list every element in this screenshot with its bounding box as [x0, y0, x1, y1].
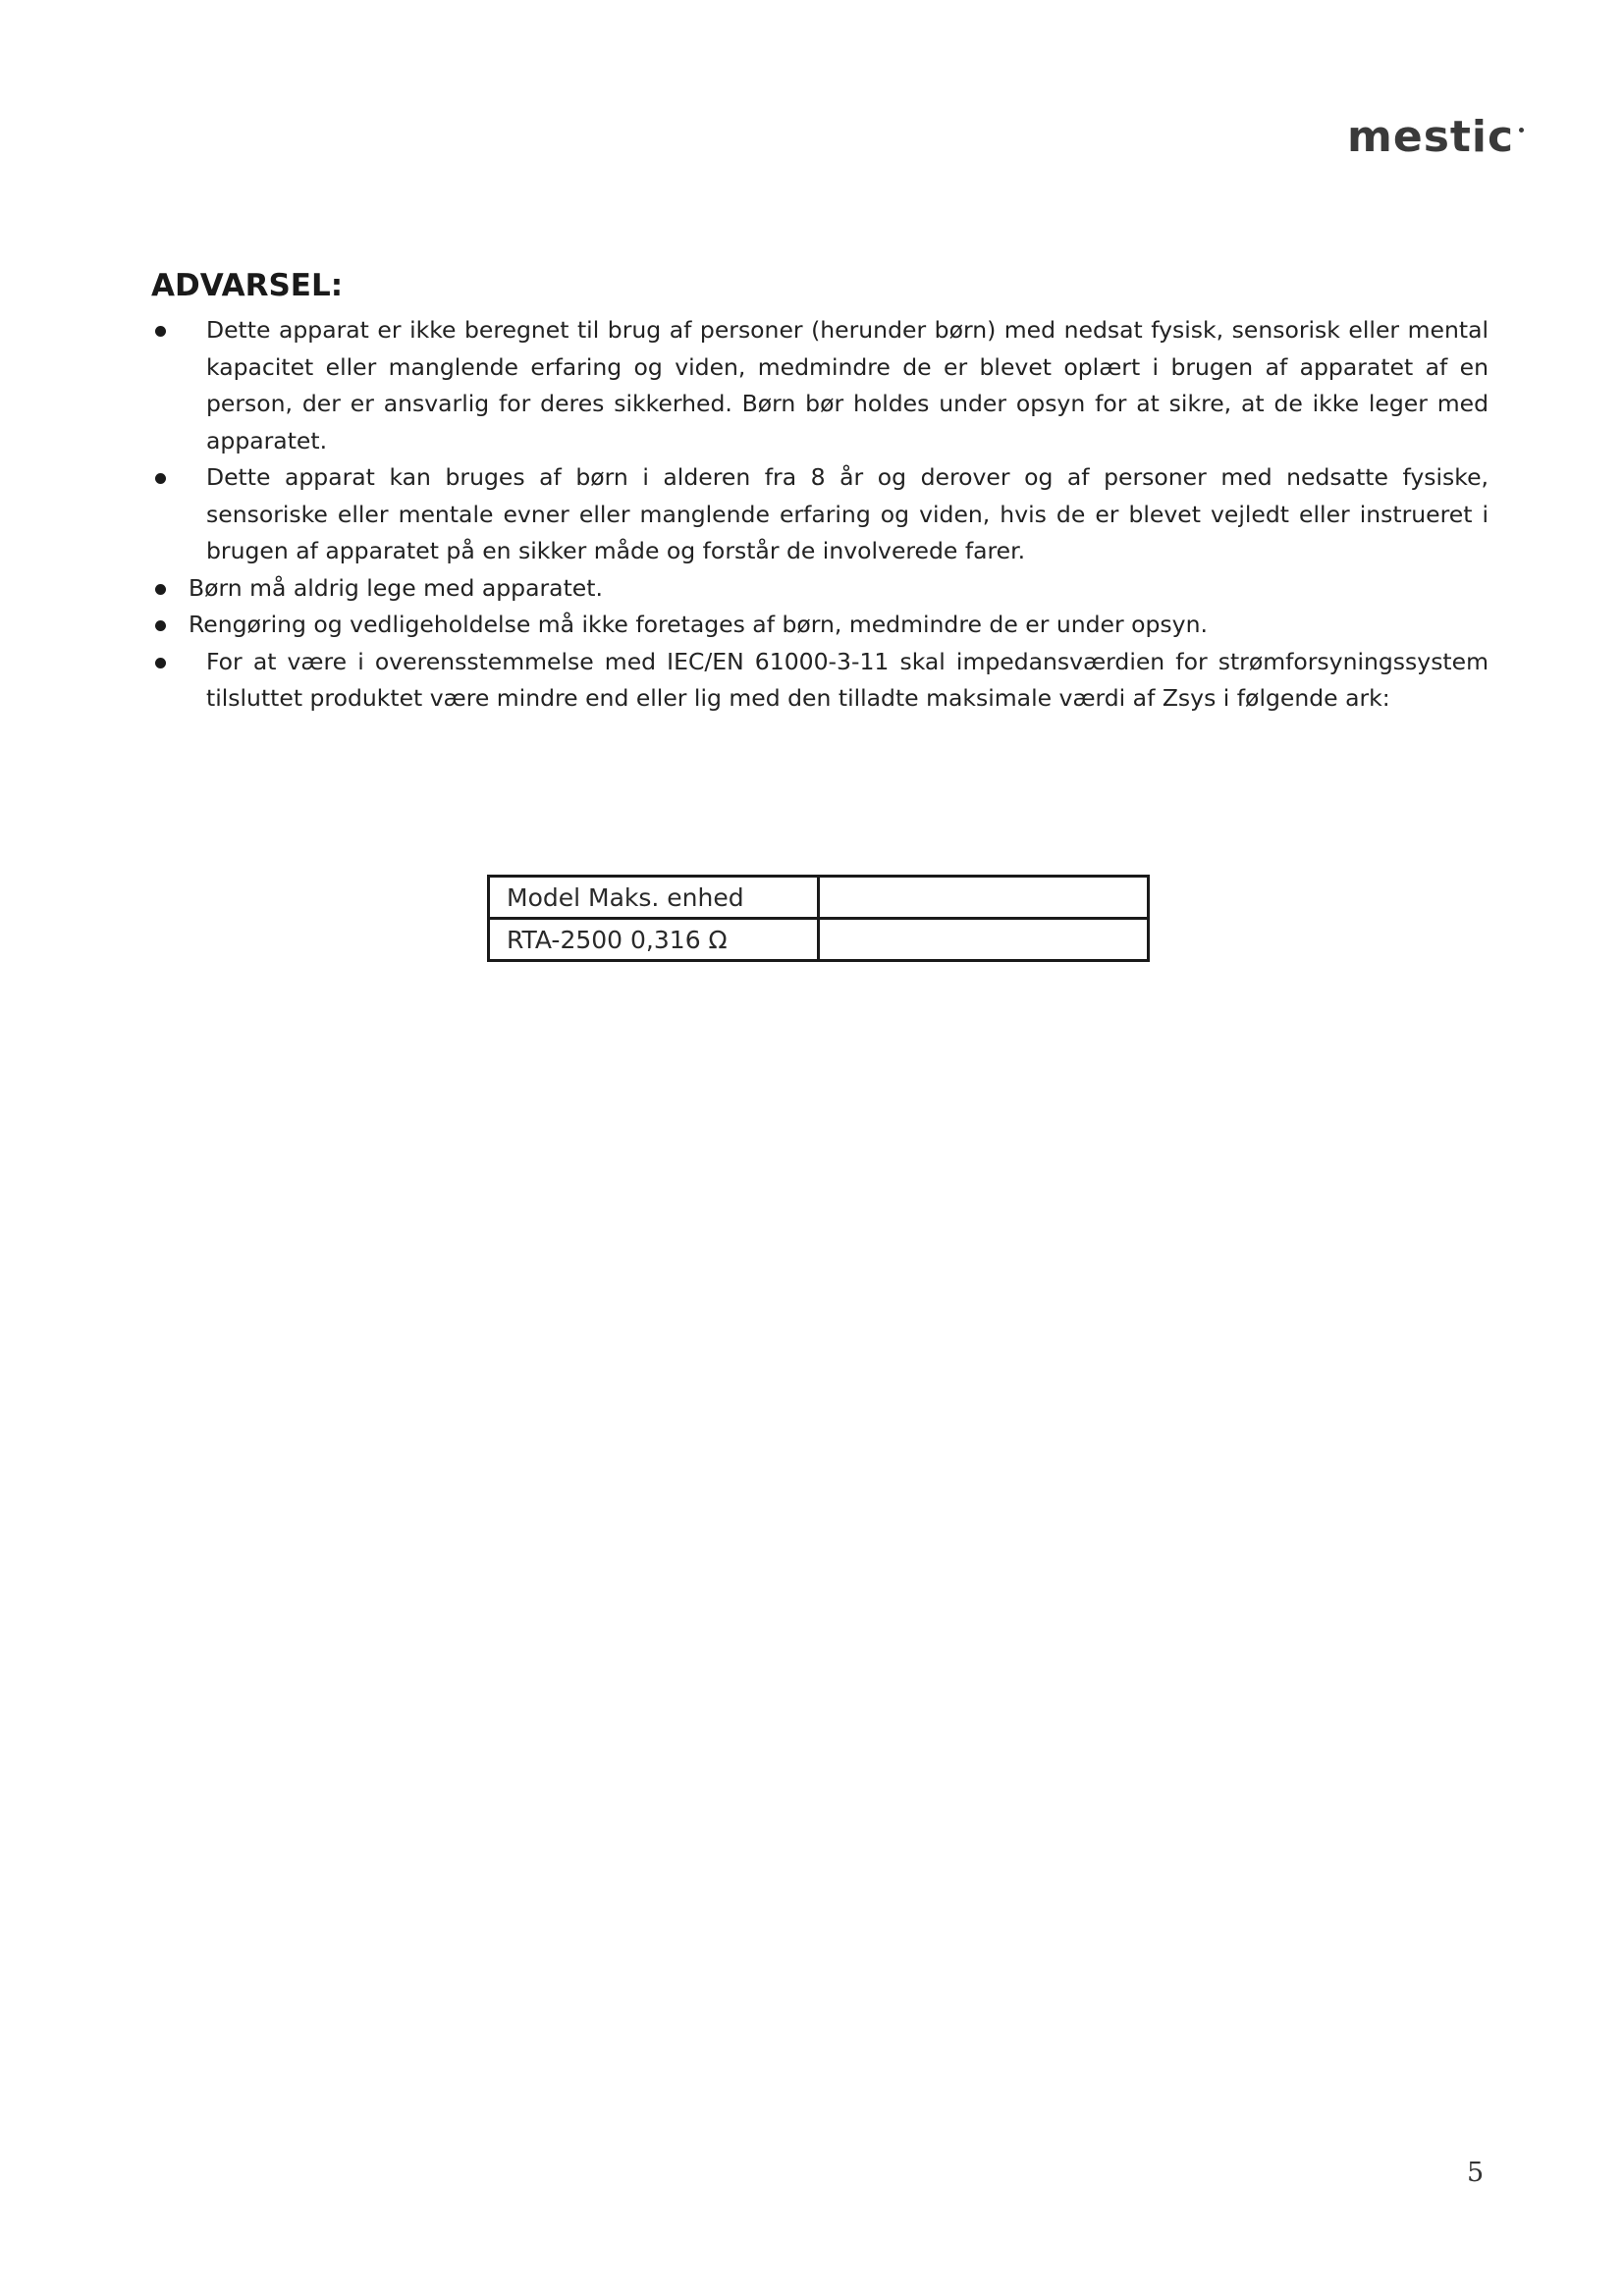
- warning-item-text: For at være i overensstemmelse med IEC/EN 61000-3-11 skal impedansværdien for strømforsyningssystem tilsluttet produktet være mindre end eller lig med den tilladte maksimale værdi af Zsys i følgende ark:: [206, 647, 1489, 712]
- table-cell: Model Maks. enhed: [489, 877, 819, 919]
- impedance-table: [487, 875, 1150, 962]
- warning-list: [151, 312, 1489, 718]
- brand-logo: [1347, 112, 1515, 162]
- bullet-icon: [155, 584, 166, 595]
- table-row: [489, 919, 1149, 961]
- page-number: 5: [1467, 2158, 1485, 2188]
- table-cell: [819, 919, 1149, 961]
- brand-logo-text: mestic: [1347, 112, 1515, 162]
- warning-item: [151, 459, 1489, 570]
- warning-item: [151, 644, 1489, 718]
- warning-item-text: Børn må aldrig lege med apparatet.: [189, 573, 603, 602]
- table-row: [489, 877, 1149, 919]
- bullet-icon: [155, 473, 166, 484]
- warning-item-text: Dette apparat kan bruges af børn i alderen fra 8 år og derover og af personer med nedsatte fysiske, sensoriske eller mentale evner eller manglende erfaring og viden, hvis de er blevet vejledt eller instrueret i brugen af apparatet på en sikker måde og forstår de involverede farer.: [206, 463, 1489, 564]
- table-cell: [819, 877, 1149, 919]
- warning-heading: ADVARSEL:: [151, 268, 344, 303]
- bullet-icon: [155, 326, 166, 337]
- warning-item: [151, 312, 1489, 459]
- warning-item: [151, 570, 1489, 608]
- warning-item-text: Rengøring og vedligeholdelse må ikke foretages af børn, medmindre de er under opsyn.: [189, 611, 1208, 638]
- table-cell: RTA-2500 0,316 Ω: [489, 919, 819, 961]
- warning-item: [151, 607, 1489, 644]
- bullet-icon: [155, 658, 166, 668]
- bullet-icon: [155, 620, 166, 631]
- brand-logo-dot: [1519, 128, 1524, 133]
- warning-item-text: Dette apparat er ikke beregnet til brug af personer (herunder børn) med nedsat fysisk, sensorisk eller mental kapacitet eller manglende erfaring og viden, medmindre de er blevet oplært i brugen af apparatet af en person, der er ansvarlig for deres sikkerhed. Børn bør holdes under opsyn for at sikre, at de ikke leger med apparatet.: [206, 316, 1489, 454]
